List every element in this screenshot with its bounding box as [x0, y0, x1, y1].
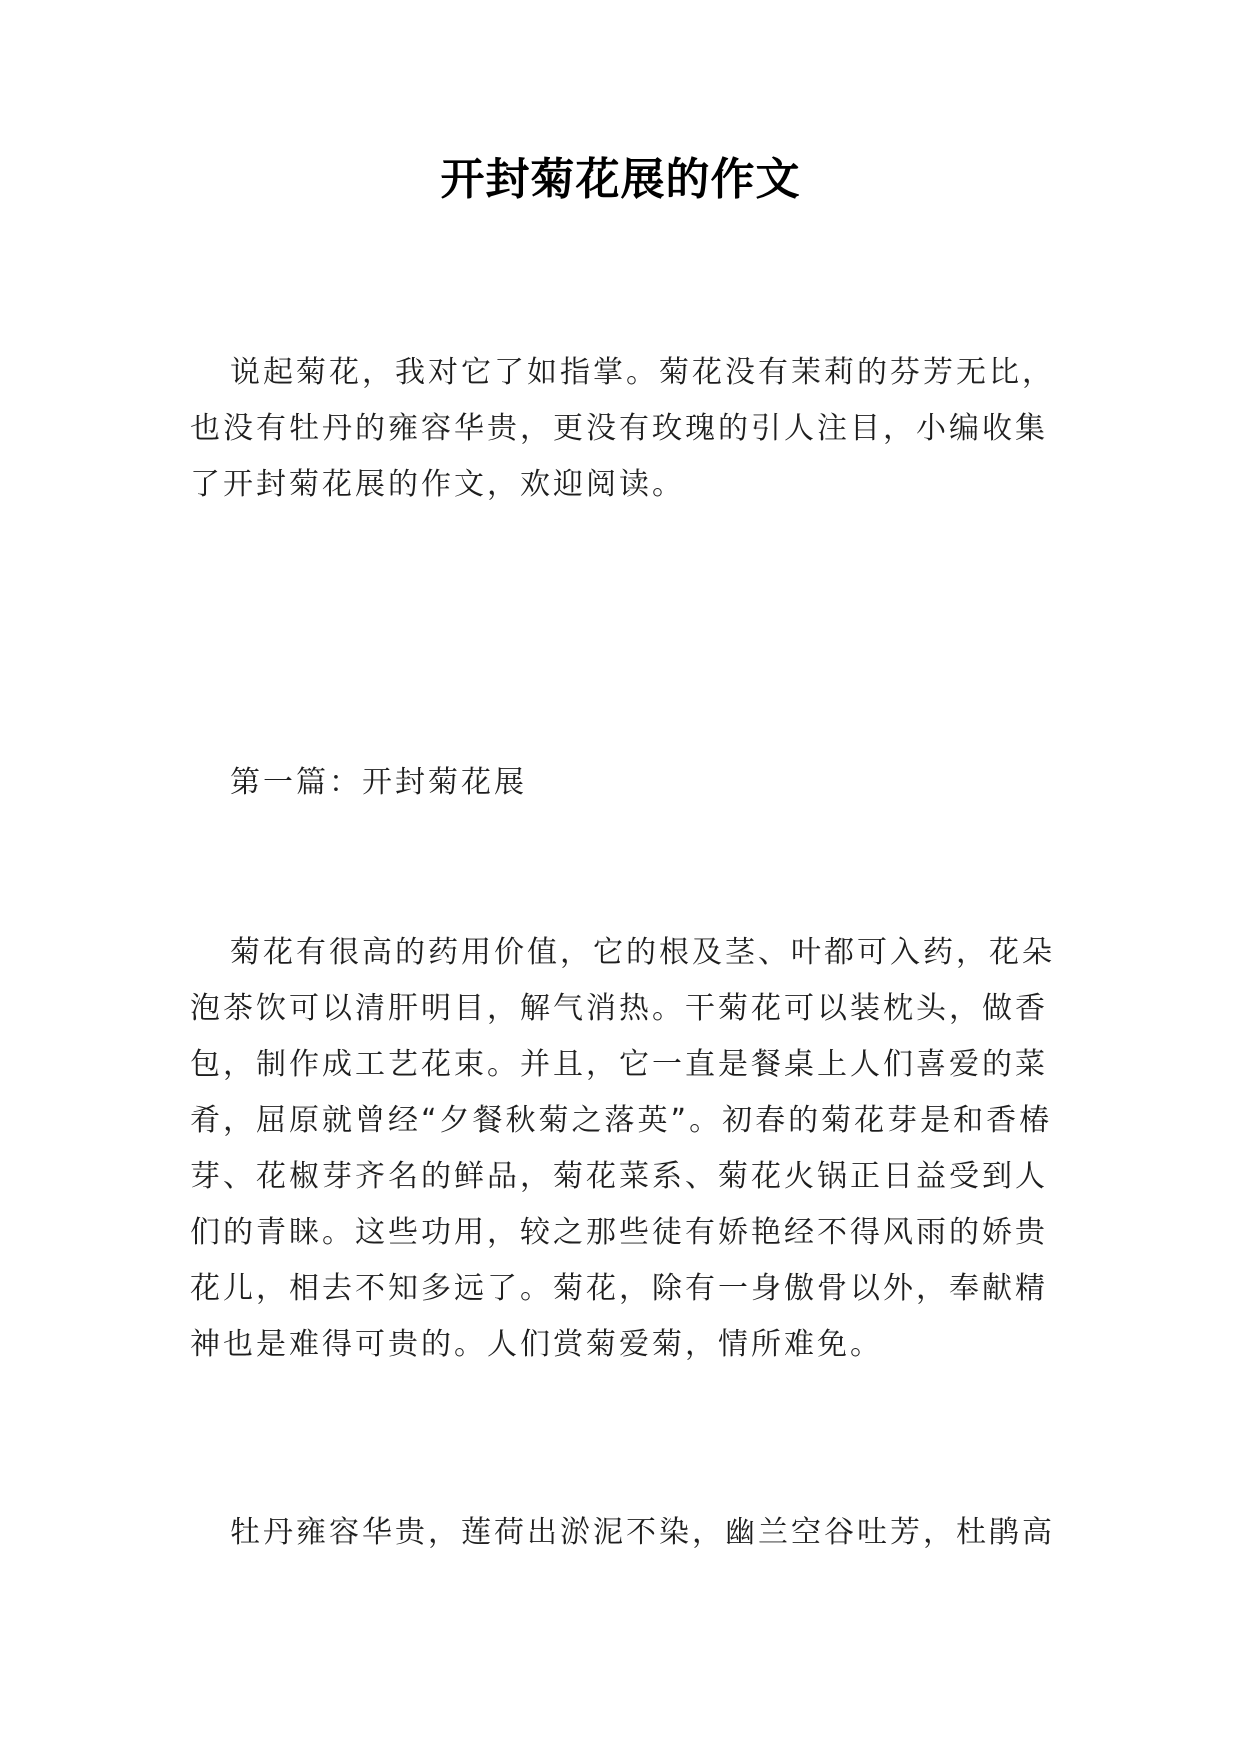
body-paragraph: 菊花有很高的药用价值，它的根及茎、叶都可入药，花朵泡茶饮可以清肝明目，解气消热。干菊花可以装枕头，做香包，制作成工艺花束。并且，它一直是餐桌上人们喜爱的菜肴，屈原就曾经“夕餐秋菊之落英”。初春的菊花芽是和香椿芽、花椒芽齐名的鲜品，菊花菜系、菊花火锅正日益受到人们的青睐。这些功用，较之那些徒有娇艳经不得风雨的娇贵花儿，相去不知多远了。菊花，除有一身傲骨以外，奉献精神也是难得可贵的。人们赏菊爱菊，情所难免。	[190, 935, 1055, 1362]
intro-paragraph: 说起菊花，我对它了如指掌。菊花没有茉莉的芬芳无比，也没有牡丹的雍容华贵，更没有玫瑰的引人注目，小编收集了开封菊花展的作文，欢迎阅读。	[190, 355, 1055, 502]
body-paragraph-continued: 牡丹雍容华贵，莲荷出淤泥不染，幽兰空谷吐芳，杜鹃高	[230, 1515, 1055, 1550]
document-title: 开封菊花展的作文	[440, 154, 801, 205]
section-heading: 第一篇：开封菊花展	[230, 765, 527, 800]
